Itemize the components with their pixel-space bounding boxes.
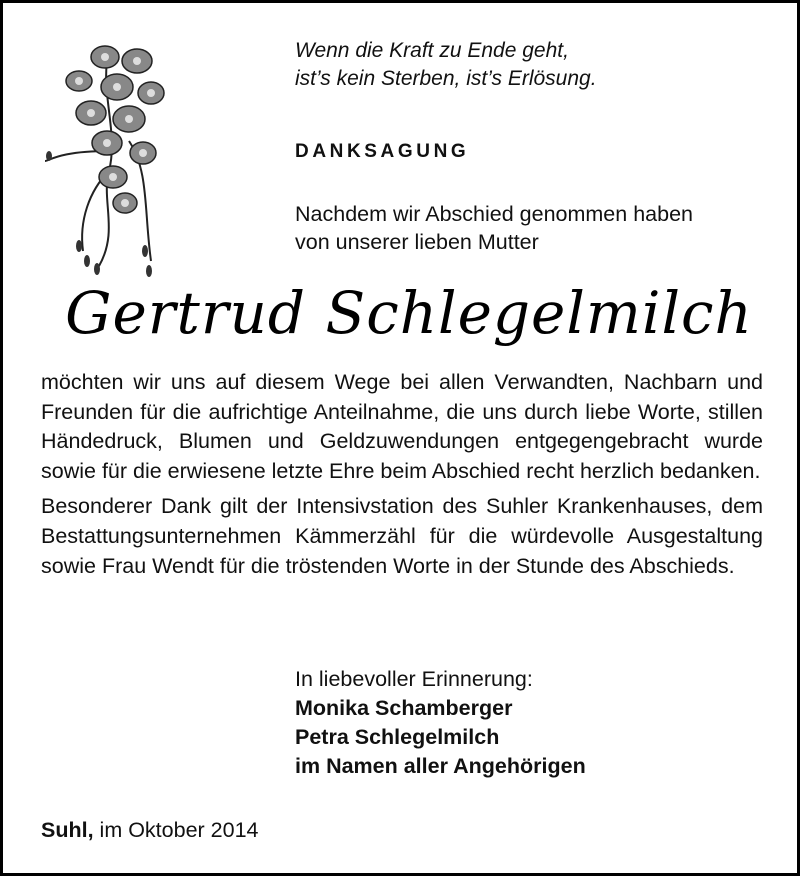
place: Suhl, [41, 818, 94, 842]
thanks-paragraph-2: Besonderer Dank gilt der Intensivstation des Suhler Krankenhauses, dem Bestattungsunternehmen Kämmerzähl für die würdevolle Ausgestaltung sowie Frau Wendt für die tröstenden Worte in der Stunde des Abschieds. [41, 494, 763, 578]
deceased-name: Gertrud Schlegelmilch [65, 279, 753, 347]
remembrance-line: In liebevoller Erinnerung: [295, 667, 533, 691]
notice-heading: DANKSAGUNG [295, 141, 470, 162]
signer-2: Petra Schlegelmilch [295, 725, 500, 749]
epigraph-quote [295, 37, 775, 93]
thanks-body [41, 368, 763, 581]
orchid-bouquet-icon [39, 31, 169, 281]
signer-3: im Namen aller Angehörigen [295, 754, 586, 778]
intro-text [295, 200, 775, 256]
signer-1: Monika Schamberger [295, 696, 513, 720]
epigraph-line-1: Wenn die Kraft zu Ende geht, [295, 39, 569, 62]
epigraph-line-2: ist’s kein Sterben, ist’s Erlösung. [295, 67, 597, 90]
date: im Oktober 2014 [99, 818, 259, 842]
intro-line-1: Nachdem wir Abschied genommen haben [295, 202, 693, 226]
thanks-paragraph-1: möchten wir uns auf diesem Wege bei allen Verwandten, Nachbarn und Freunden für die aufrichtige Anteilnahme, die uns durch liebe Worte, stillen Händedruck, Blumen und Geldzuwendungen entgegengebracht wurde sowie für die erwiesene letzte Ehre beim Abschied recht herzlich bedanken. [41, 370, 763, 483]
intro-line-2: von unserer lieben Mutter [295, 230, 539, 254]
closing-signature [295, 665, 775, 781]
place-date [41, 816, 259, 844]
